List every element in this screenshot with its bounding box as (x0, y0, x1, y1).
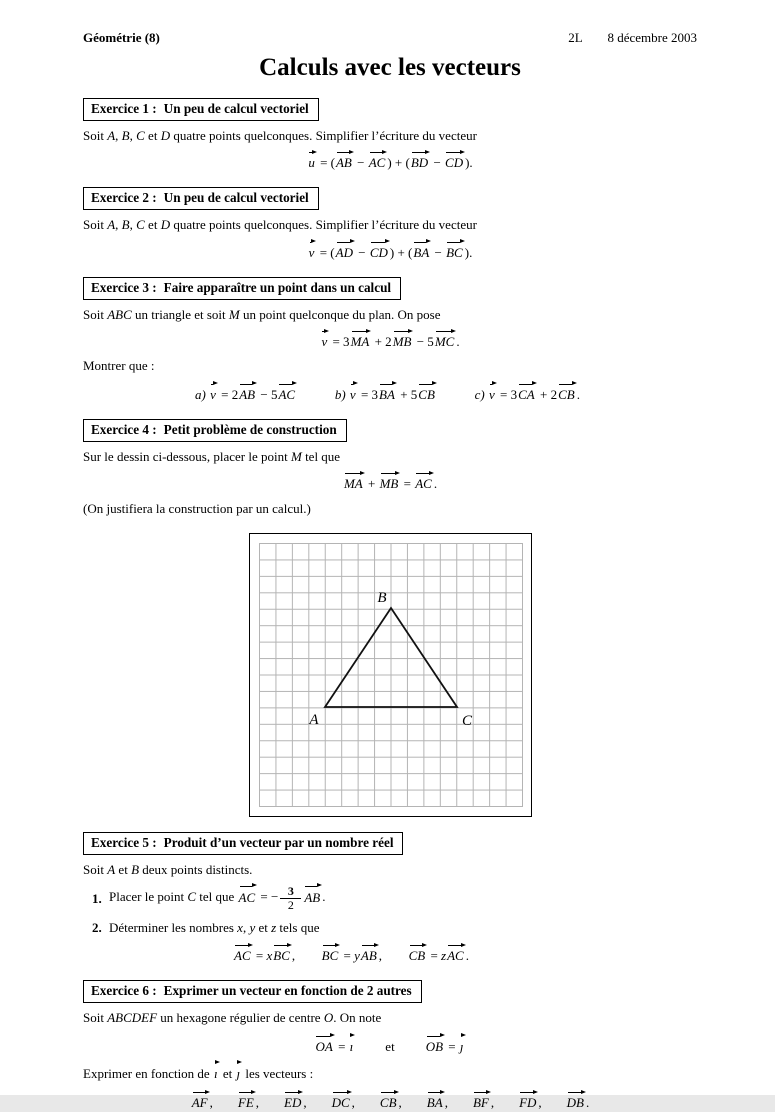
item-1-text: Placer le point C tel que AC = − $\frac{3}{2}$ AB . (109, 884, 326, 913)
exercise-3-show-that: Montrer que : (83, 358, 155, 374)
exercise-5-number: Exercice 5 : (91, 834, 157, 850)
header-course-label: Géométrie (8) (83, 30, 160, 45)
exercise-5-intro: Soit A et B deux points distincts. (83, 861, 253, 877)
exercise-3-cases-row (83, 387, 697, 404)
exercise-6-intro: Soit ABCDEF un hexagone régulier de centre O. On note (83, 1010, 382, 1026)
exercise-4-formula: MA + MB = AC . (343, 476, 438, 492)
exercise-2-title: Un peu de calcul vectoriel (163, 190, 309, 206)
vertex-label-c: C (461, 712, 472, 729)
exercise-1-title: Un peu de calcul vectoriel (163, 100, 309, 116)
exercise-4 (83, 419, 697, 817)
exercise-5-title: Produit d’un vecteur par un nombre réel (163, 834, 394, 850)
exercise-4-title: Petit problème de construction (163, 421, 337, 437)
item-2-text: Déterminer les nombres x, y et z tels que (109, 919, 320, 935)
exercise-6-outro: Exprimer en fonction de ı et ȷ les vecteurs : (83, 1066, 314, 1082)
exercise-1-title-box (83, 98, 319, 121)
exercise-6-number: Exercice 6 : (91, 983, 157, 999)
exercise-2-number: Exercice 2 : (91, 190, 157, 206)
exercise-3 (83, 277, 697, 404)
exercise-3-intro: Soit ABC un triangle et soit M un point quelconque du plan. On pose (83, 306, 441, 322)
exercise-1-intro: Soit A, B, C et D quatre points quelconques. Simplifier l’écriture du vecteur (83, 127, 477, 143)
exercise-4-note: (On justifiera la construction par un calcul.) (83, 500, 311, 516)
header-right (546, 30, 697, 46)
exercise-3-case-c: c) v = 3CA + 2CB . (474, 386, 580, 402)
equation-3: CB = zAC . (408, 948, 469, 964)
exercise-1 (83, 98, 697, 172)
exercise-3-title-box (83, 277, 401, 300)
exercise-5-title-box (83, 832, 403, 855)
exercise-4-intro: Sur le dessin ci-dessous, placer le point M tel que (83, 448, 341, 464)
vertex-label-b: B (376, 589, 387, 606)
grid-paper (259, 543, 523, 807)
item-2-number: 2. (92, 919, 102, 935)
exercise-6-title: Exprimer un vecteur en fonction de 2 autres (163, 983, 412, 999)
triangle-abc (325, 608, 457, 707)
item-1-number: 1. (92, 890, 102, 906)
exercise-6-vector-list: AF , FE , ED , DC , CB , BA , BF , FD , DB . (191, 1095, 590, 1110)
triangle-figure (259, 543, 523, 807)
exercise-1-number: Exercice 1 : (91, 100, 157, 116)
exercise-6-notation: OA = ı et OB = ȷ (315, 1038, 464, 1054)
exercise-3-case-a: a) v = 2AB − 5AC (195, 386, 296, 402)
exercise-3-number: Exercice 3 : (91, 279, 157, 295)
exercise-3-case-b: b) v = 3BA + 5CB (334, 386, 435, 402)
exercise-1-formula: u = (AB − AC ) + (BD − CD ). (308, 155, 473, 171)
exercise-5-equations-row (83, 948, 697, 965)
page-header (83, 30, 697, 46)
exercise-4-title-box (83, 419, 347, 442)
exercise-2 (83, 187, 697, 261)
exercise-6 (83, 980, 697, 1112)
exercise-5-item-1 (92, 885, 697, 911)
equation-2: BC = yAB , (321, 948, 383, 964)
equation-1: AC = xBC , (234, 948, 296, 964)
exercise-5-item-2 (92, 919, 697, 937)
figure-frame (249, 533, 532, 817)
exercise-6-title-box (83, 980, 422, 1003)
header-date: 8 décembre 2003 (607, 30, 697, 45)
header-class-label: 2L (568, 30, 583, 45)
exercise-2-intro: Soit A, B, C et D quatre points quelconques. Simplifier l’écriture du vecteur (83, 217, 477, 233)
exercise-2-title-box (83, 187, 319, 210)
exercise-5 (83, 832, 697, 965)
exercise-4-number: Exercice 4 : (91, 421, 157, 437)
exercise-3-title: Faire apparaître un point dans un calcul (163, 279, 392, 295)
vertex-label-a: A (308, 711, 319, 728)
page-title: Calculs avec les vecteurs (259, 54, 521, 81)
exercise-3-formula: v = 3MA + 2MB − 5MC . (321, 334, 460, 350)
exercise-2-formula: v = (AD − CD ) + (BA − BC ). (308, 244, 473, 260)
